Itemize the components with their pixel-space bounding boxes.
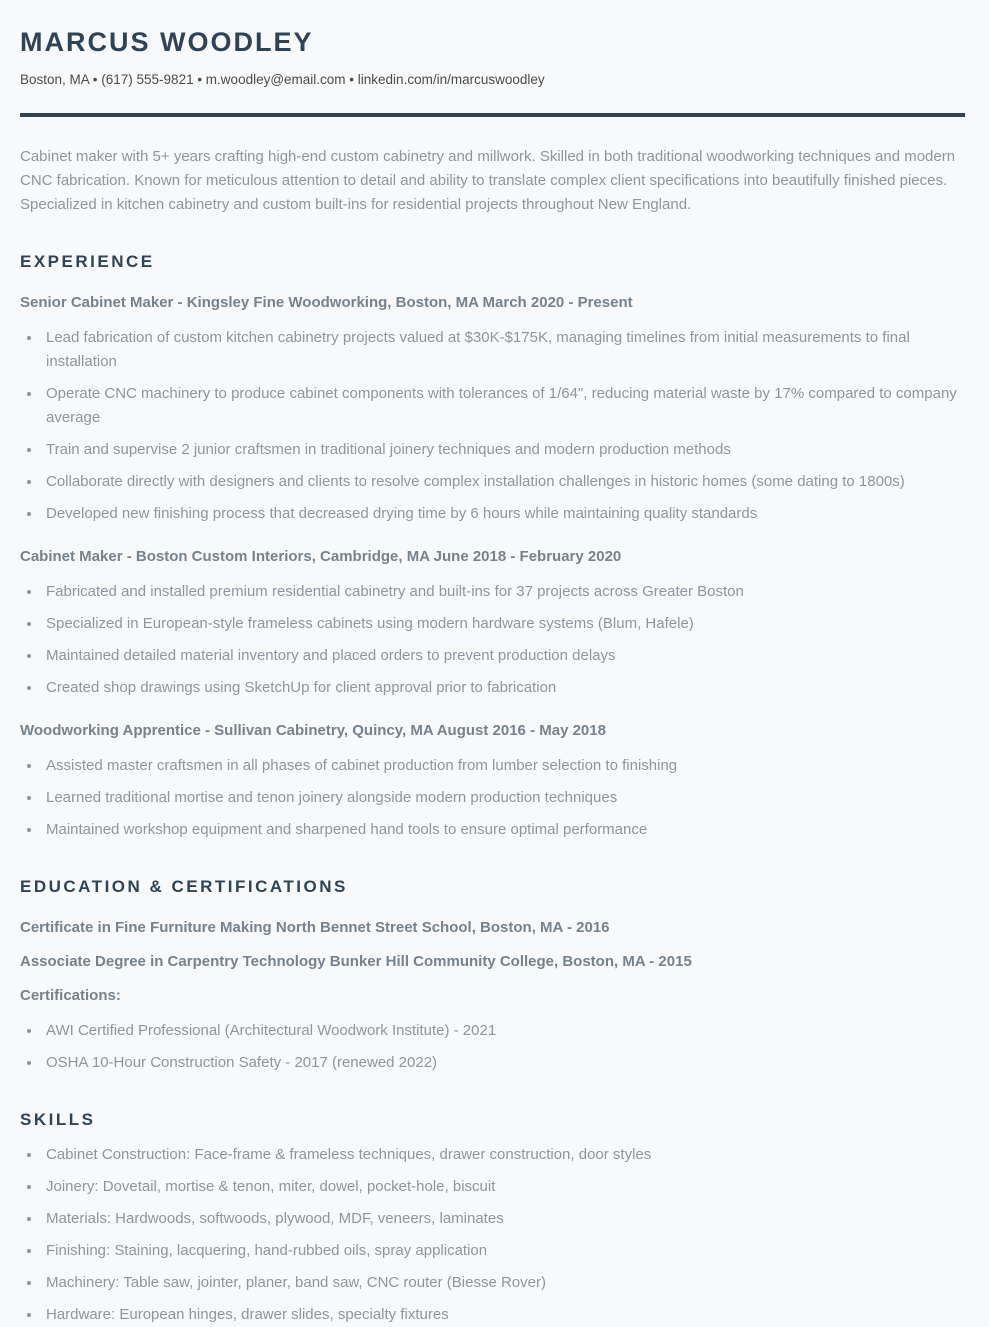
education-section-title: EDUCATION & CERTIFICATIONS bbox=[20, 877, 348, 896]
skill-item: • Materials: Hardwoods, softwoods, plywood, MDF, veneers, laminates bbox=[42, 1207, 965, 1231]
degree-line: Certificate in Fine Furniture Making North Bennet Street School, Boston, MA - 2016 bbox=[20, 919, 610, 936]
section-experience bbox=[20, 252, 965, 842]
job-bullet: • Maintained workshop equipment and sharpened hand tools to ensure optimal performance bbox=[42, 818, 965, 842]
job-bullet: • Fabricated and installed premium residential cabinetry and built-ins for 37 projects across Greater Boston bbox=[42, 580, 965, 604]
job-bullet: • Created shop drawings using SketchUp for client approval prior to fabrication bbox=[42, 676, 965, 700]
job-bullet: • Collaborate directly with designers and clients to resolve complex installation challenges in historic homes (some dating to 1800s) bbox=[42, 470, 965, 494]
certification-item: • AWI Certified Professional (Architectural Woodwork Institute) - 2021 bbox=[42, 1019, 965, 1043]
certifications-label: Certifications: bbox=[20, 987, 121, 1004]
job-heading: Senior Cabinet Maker - Kingsley Fine Woodworking, Boston, MA March 2020 - Present bbox=[20, 294, 633, 311]
section-education bbox=[20, 877, 965, 1075]
job-bullet: • Operate CNC machinery to produce cabinet components with tolerances of 1/64", reducing material waste by 17% compared to company average bbox=[42, 382, 965, 430]
candidate-name: MARCUS WOODLEY bbox=[20, 27, 314, 57]
skill-item: • Finishing: Staining, lacquering, hand-rubbed oils, spray application bbox=[42, 1239, 965, 1263]
degree-line: Associate Degree in Carpentry Technology Bunker Hill Community College, Boston, MA - 2015 bbox=[20, 953, 692, 970]
job-bullet: • Train and supervise 2 junior craftsmen in traditional joinery techniques and modern production methods bbox=[42, 438, 965, 462]
job-bullet-list bbox=[20, 754, 965, 842]
job-bullet: • Specialized in European-style frameless cabinets using modern hardware systems (Blum, Hafele) bbox=[42, 612, 965, 636]
summary-paragraph: Cabinet maker with 5+ years crafting high-end custom cabinetry and millwork. Skilled in both traditional woodworking techniques and modern CNC fabrication. Known for meticulous attention to detail and ability to translate complex client specifications into beautifully finished pieces. Specialized in kitchen cabinetry and custom built-ins for residential projects throughout New England. bbox=[20, 148, 956, 213]
certification-item: • OSHA 10-Hour Construction Safety - 2017 (renewed 2022) bbox=[42, 1051, 965, 1075]
section-skills bbox=[20, 1110, 965, 1327]
resume-header bbox=[20, 27, 965, 87]
job-bullet-list bbox=[20, 580, 965, 700]
skills-list bbox=[20, 1143, 965, 1327]
job-heading: Cabinet Maker - Boston Custom Interiors, Cambridge, MA June 2018 - February 2020 bbox=[20, 548, 622, 565]
experience-section-title: EXPERIENCE bbox=[20, 252, 155, 271]
job-bullet: • Learned traditional mortise and tenon joinery alongside modern production techniques bbox=[42, 786, 965, 810]
job-bullet: • Assisted master craftsmen in all phases of cabinet production from lumber selection to finishing bbox=[42, 754, 965, 778]
skill-item: • Cabinet Construction: Face-frame & frameless techniques, drawer construction, door styles bbox=[42, 1143, 965, 1167]
skill-item: • Hardware: European hinges, drawer slides, specialty fixtures bbox=[42, 1303, 965, 1327]
skills-section-title: SKILLS bbox=[20, 1110, 96, 1129]
header-divider bbox=[20, 113, 965, 117]
skill-item: • Joinery: Dovetail, mortise & tenon, miter, dowel, pocket-hole, biscuit bbox=[42, 1175, 965, 1199]
job-bullet: • Lead fabrication of custom kitchen cabinetry projects valued at $30K-$175K, managing timelines from initial measurements to final installation bbox=[42, 326, 965, 374]
job-heading: Woodworking Apprentice - Sullivan Cabinetry, Quincy, MA August 2016 - May 2018 bbox=[20, 722, 606, 739]
contact-line: Boston, MA • (617) 555-9821 • m.woodley@email.com • linkedin.com/in/marcuswoodley bbox=[20, 72, 545, 87]
job-bullet: • Maintained detailed material inventory and placed orders to prevent production delays bbox=[42, 644, 965, 668]
job-bullet-list bbox=[20, 326, 965, 526]
skill-item: • Machinery: Table saw, jointer, planer, band saw, CNC router (Biesse Rover) bbox=[42, 1271, 965, 1295]
job-bullet: • Developed new finishing process that decreased drying time by 6 hours while maintaining quality standards bbox=[42, 502, 965, 526]
certification-list bbox=[20, 1019, 965, 1075]
